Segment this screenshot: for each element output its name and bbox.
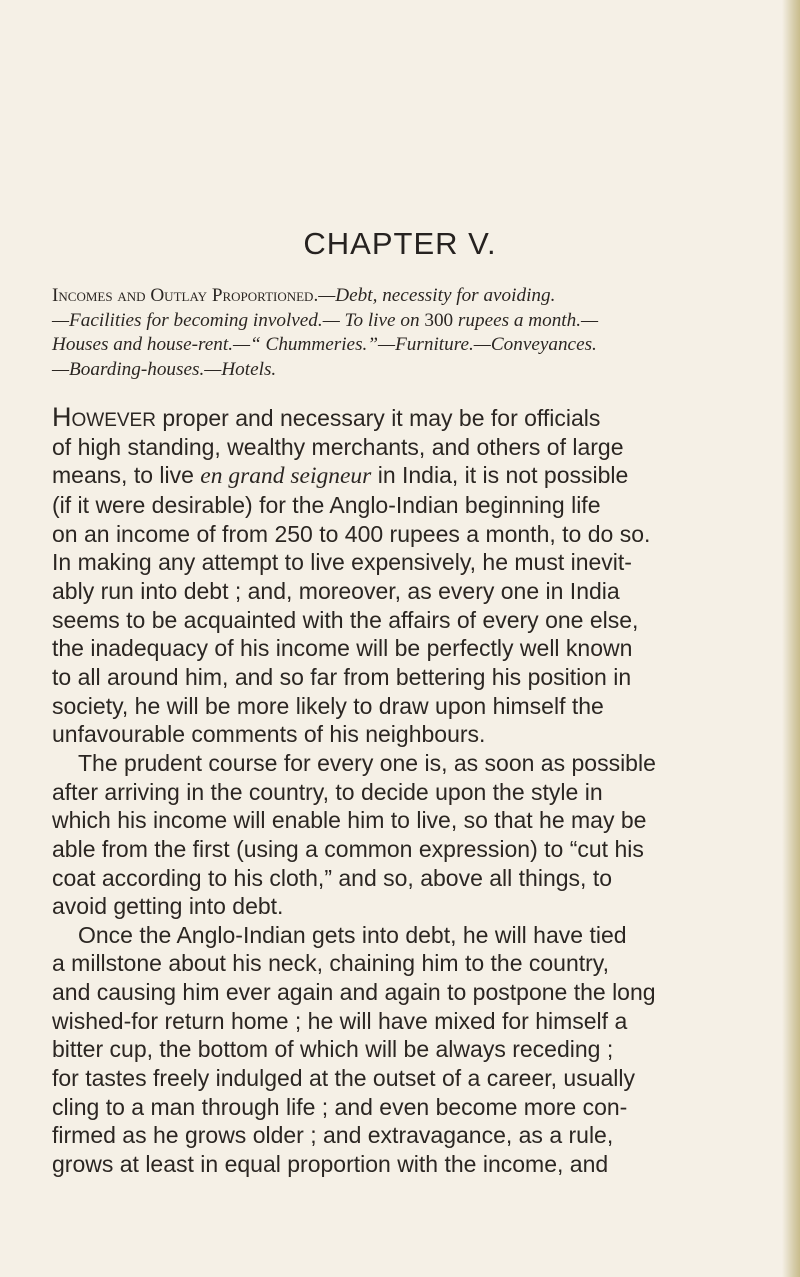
body-line — [52, 663, 764, 692]
body-line-text: a millstone about his neck, chaining him to the country, — [52, 950, 609, 977]
lead-word: However — [52, 402, 156, 432]
body-line — [52, 491, 764, 520]
body-line — [52, 720, 764, 749]
body-line-text: Once the Anglo-Indian gets into debt, he will have tied — [78, 921, 627, 948]
body-line — [52, 892, 764, 921]
body-line-text: for tastes freely indulged at the outset of a career, usually — [52, 1065, 636, 1092]
body-line — [52, 949, 764, 978]
summary-heading: Incomes and Outlay Proportioned. — [52, 285, 319, 306]
summary-text: rupees a month.— — [453, 309, 599, 331]
body-line-text: proper and necessary it may be for officials — [155, 405, 601, 431]
summary-text: —Debt, necessity for avoiding. — [318, 285, 556, 306]
body-line — [52, 921, 764, 950]
body-line — [52, 433, 764, 462]
body-line-text: able from the first (using a common expression) to “cut his — [52, 835, 644, 862]
body-line — [52, 864, 764, 893]
body-line-text: seems to be acquainted with the affairs of every one else, — [52, 606, 639, 633]
body-line-text: (if it were desirable) for the Anglo-Indian beginning life — [52, 491, 601, 518]
body-line-text: on an income of from 250 to 400 rupees a month, to do so. — [52, 520, 651, 547]
body-line-text: unfavourable comments of his neighbours. — [52, 721, 486, 748]
body-line-text: firmed as he grows older ; and extravagance, as a rule, — [52, 1122, 614, 1149]
body-line-text: ably run into debt ; and, moreover, as every one in India — [52, 577, 620, 604]
body-line — [52, 520, 764, 549]
summary-number: 300 — [424, 309, 454, 331]
body-line-text: bitter cup, the bottom of which will be always receding ; — [52, 1036, 614, 1063]
page-edge-shadow — [782, 0, 800, 1277]
body-line — [52, 634, 764, 663]
body-line — [52, 1064, 764, 1093]
chapter-title: CHAPTER V. — [303, 226, 497, 261]
body-line-text: to all around him, and so far from bettering his position in — [52, 663, 632, 690]
body-line — [52, 1007, 764, 1036]
body-line-text: The prudent course for every one is, as soon as possible — [78, 749, 656, 776]
body-line — [52, 1093, 764, 1122]
body-line-text: grows at least in equal proportion with the income, and — [52, 1151, 609, 1178]
chapter-summary — [52, 284, 762, 382]
body-italic-phrase: en grand seigneur — [200, 463, 372, 490]
body-line — [52, 548, 764, 577]
body-line-text: In making any attempt to live expensively, he must inevit- — [52, 549, 632, 576]
body-line-text: cling to a man through life ; and even become more con- — [52, 1093, 628, 1120]
body-line — [52, 778, 764, 807]
body-line — [52, 692, 764, 721]
summary-line: —Boarding-houses.—Hotels. — [52, 358, 277, 380]
body-line — [52, 806, 764, 835]
body-line — [52, 1035, 764, 1064]
body-line — [52, 1121, 764, 1150]
body-line-text: society, he will be more likely to draw upon himself the — [52, 692, 604, 719]
summary-text: —Facilities for becoming involved.— To live on — [52, 309, 425, 331]
body-line — [52, 403, 764, 433]
body-line-text: wished-for return home ; he will have mixed for himself a — [52, 1007, 628, 1034]
body-line — [52, 749, 764, 778]
body-line — [52, 461, 764, 491]
summary-line — [52, 309, 762, 334]
body-line-text: and causing him ever again and again to postpone the long — [52, 979, 656, 1006]
body-line-text: after arriving in the country, to decide upon the style in — [52, 778, 603, 805]
body-line — [52, 606, 764, 635]
body-line-text: which his income will enable him to live, so that he may be — [52, 807, 647, 834]
summary-line: Houses and house-rent.—“ Chummeries.”—Furniture.—Conveyances. — [52, 334, 597, 355]
body-line — [52, 1150, 764, 1179]
body-line-text: of high standing, wealthy merchants, and others of large — [52, 433, 624, 460]
body-line-text: coat according to his cloth,” and so, above all things, to — [52, 864, 612, 891]
body-line — [52, 577, 764, 606]
body-line-text: avoid getting into debt. — [52, 893, 284, 920]
body-line-text: means, to live — [52, 462, 201, 489]
body-text — [52, 403, 764, 1179]
body-line-text: in India, it is not possible — [371, 462, 629, 489]
body-line — [52, 978, 764, 1007]
summary-line — [52, 284, 762, 309]
body-line — [52, 835, 764, 864]
body-line-text: the inadequacy of his income will be perfectly well known — [52, 635, 633, 662]
